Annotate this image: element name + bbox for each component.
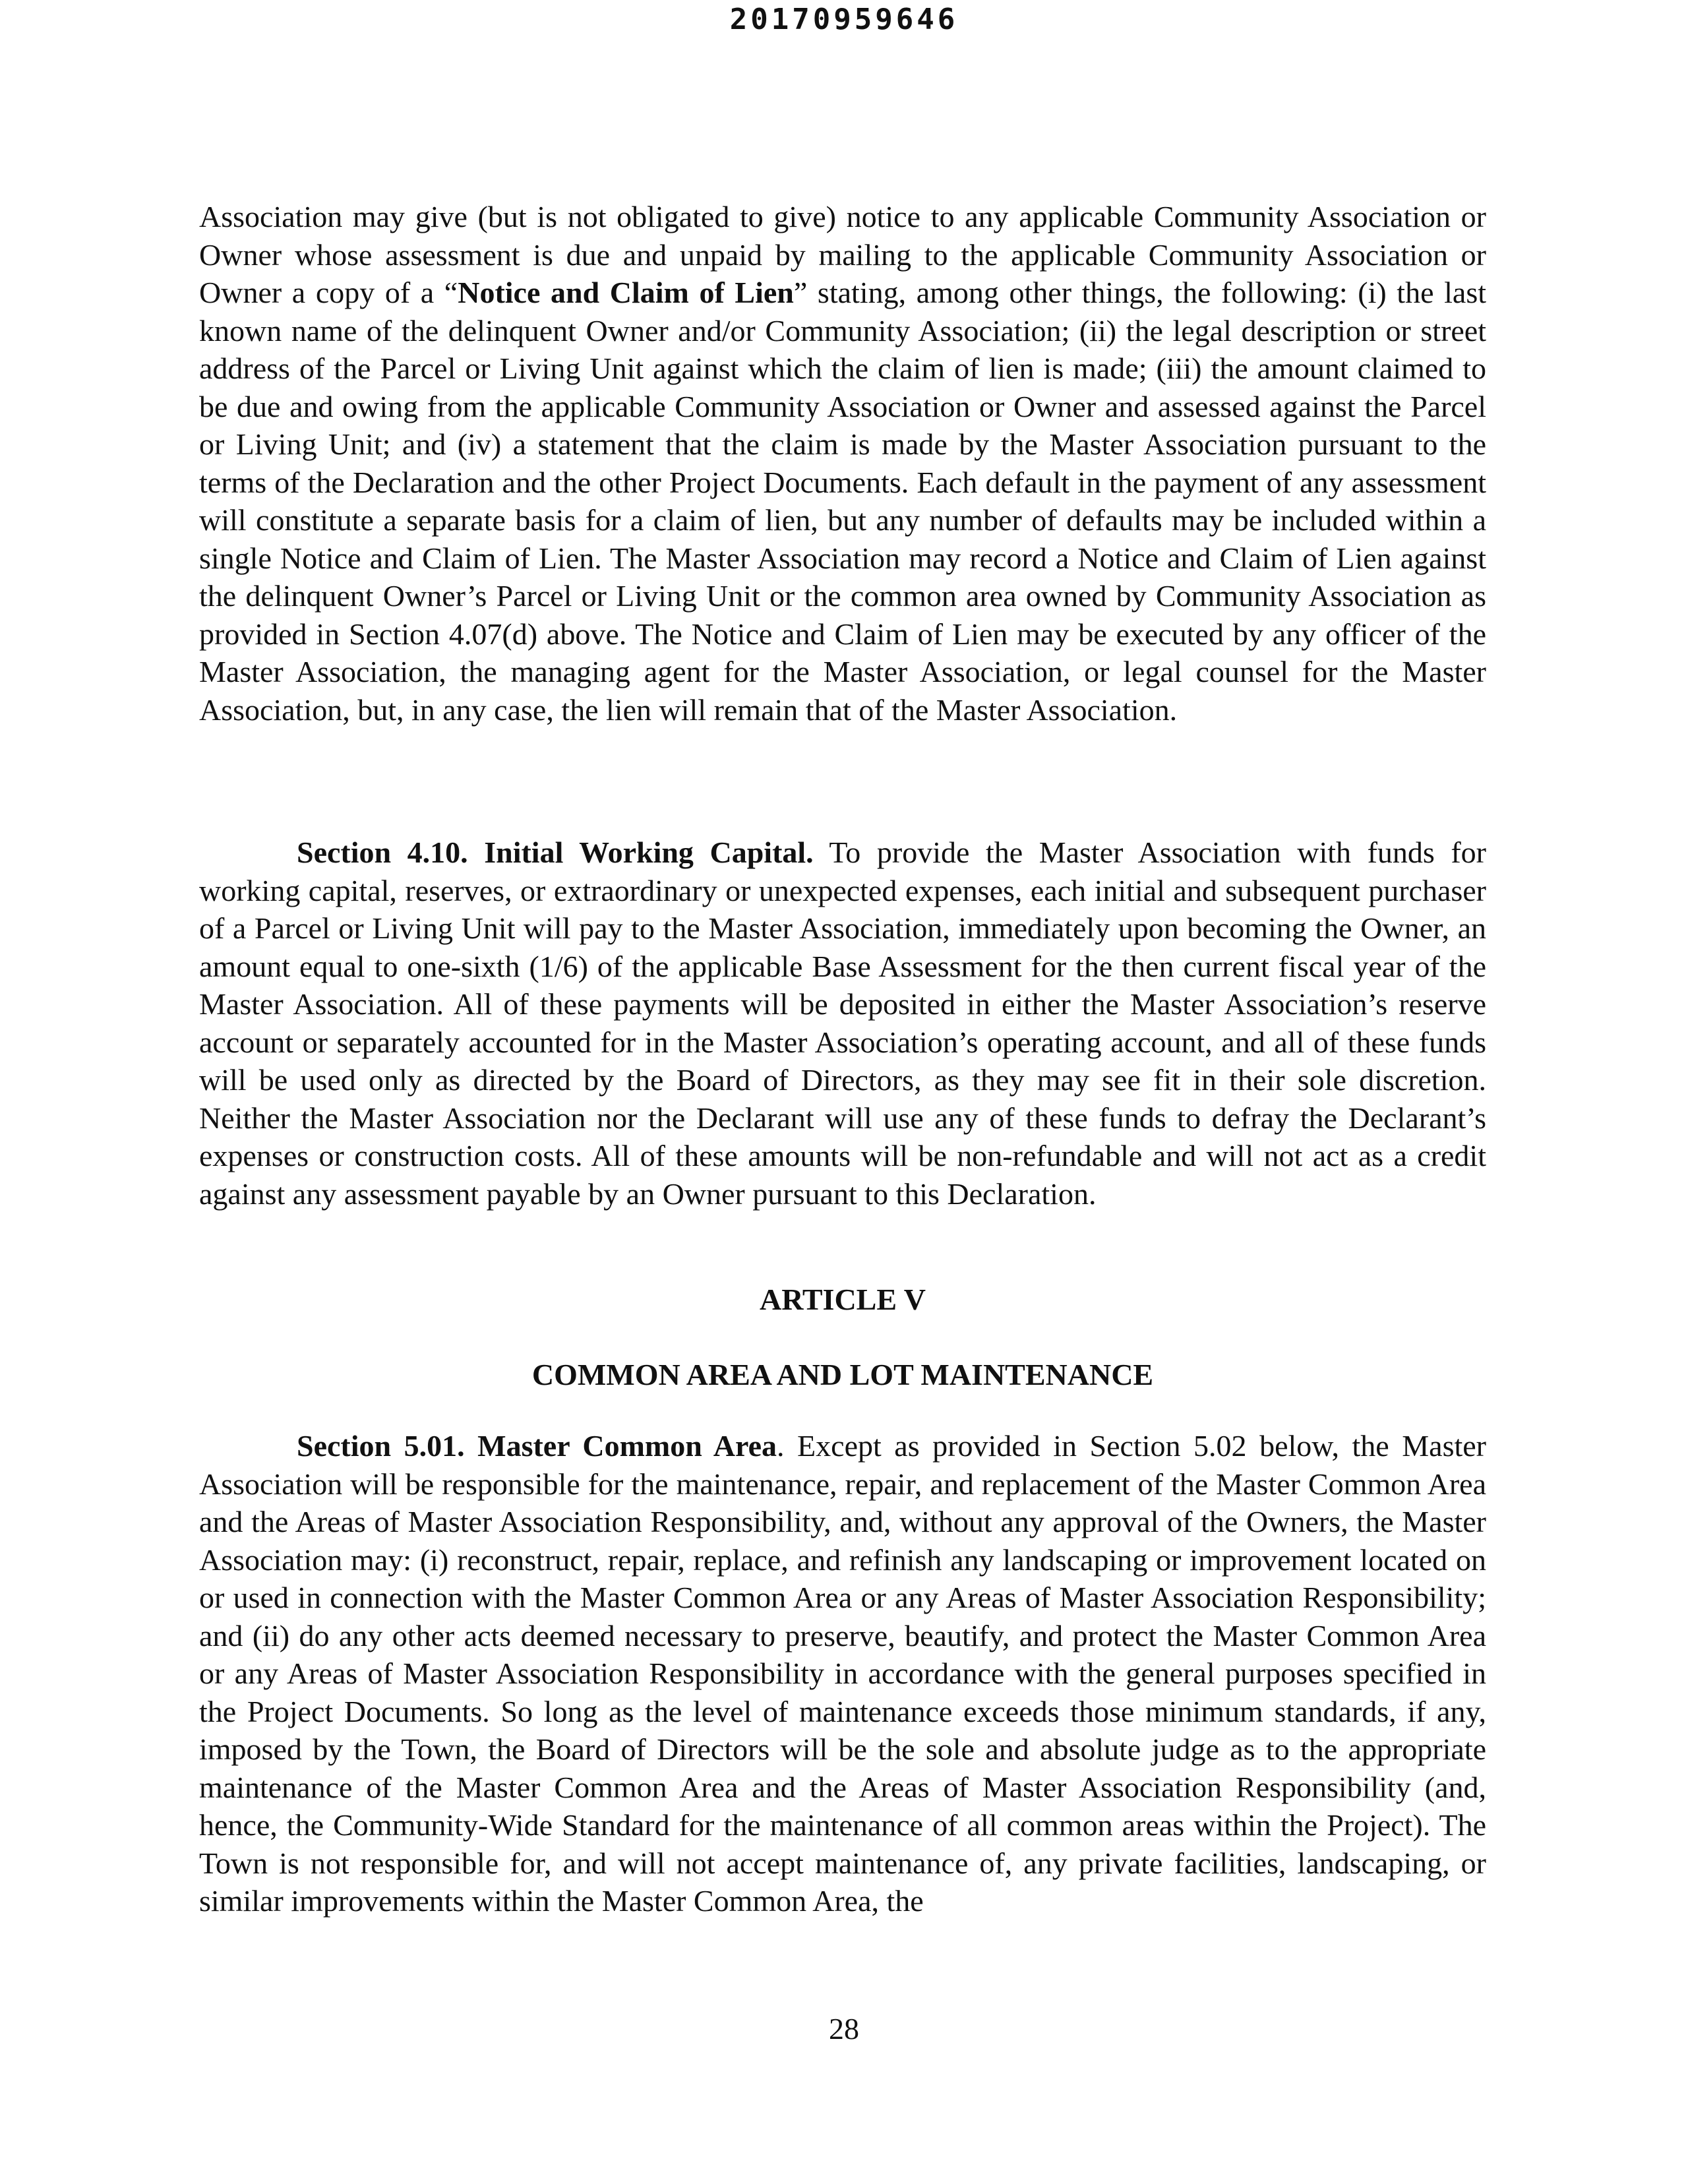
section-heading: Section 4.10. Initial Working Capital. — [297, 835, 814, 869]
section-5-01-paragraph — [199, 1427, 1486, 1920]
paragraph-lien-notice — [199, 198, 1486, 729]
section-text: . Except as provided in Section 5.02 below, the Master Association will be responsible for the maintenance, repair, and replacement of the Master Common Area and the Areas of Master Association Responsibility, and, without any approval of the Owners, the Master Association may: (i) reconstruct, repair, replace, and refinish any landscaping or improvement located on or used in connection with the Master Common Area or any Areas of Master Association Responsibility; and (ii) do any other acts deemed necessary to preserve, beautify, and protect the Master Common Area or any Areas of Master Association Responsibility in accordance with the general purposes specified in the Project Documents. So long as the level of maintenance exceeds those minimum standards, if any, imposed by the Town, the Board of Directors will be the sole and absolute judge as to the appropriate maintenance of the Master Common Area and the Areas of Master Association Responsibility (and, hence, the Community-Wide Standard for the maintenance of all common areas within the Project). The Town is not responsible for, and will not accept maintenance of, any private facilities, landscaping, or similar improvements within the Master Common Area, the — [199, 1429, 1486, 1918]
section-heading: Section 5.01. Master Common Area — [297, 1429, 777, 1463]
bold-term-notice-and-claim-of-lien: Notice and Claim of Lien — [458, 276, 794, 309]
paragraph-text: ” stating, among other things, the following: (i) the last known name of the delinquent Owner and/or Community Association; (ii) the legal description or street address of the Parcel or Living Unit against which the claim of lien is made; (iii) the amount claimed to be due and owing from the applicable Community Association or Owner and assessed against the Parcel or Living Unit; and (iv) a statement that the claim is made by the Master Association pursuant to the terms of the Declaration and the other Project Documents. Each default in the payment of any assessment will constitute a separate basis for a claim of lien, but any number of defaults may be included within a single Notice and Claim of Lien. The Master Association may record a Notice and Claim of Lien against the delinquent Owner’s Parcel or Living Unit or the common area owned by Community Association as provided in Section 4.07(d) above. The Notice and Claim of Lien may be executed by any officer of the Master Association, the managing agent for the Master Association, or legal counsel for the Master Association, but, in any case, the lien will remain that of the Master Association. — [199, 276, 1486, 727]
article-title: COMMON AREA AND LOT MAINTENANCE — [531, 1358, 1154, 1391]
document-number: 20170959646 — [729, 3, 959, 36]
article-number: ARTICLE V — [760, 1283, 926, 1316]
section-4-10-paragraph — [199, 834, 1486, 1213]
paragraph-text: Association may give (but is not obligated to give) notice to any applicable Community Association or Owner whose assessment is due and unpaid by mailing to the applicable Community Association or Owner a copy of a “ — [199, 200, 1486, 309]
section-text: To provide the Master Association with funds for working capital, reserves, or extraordinary or unexpected expenses, each initial and subsequent purchaser of a Parcel or Living Unit will pay to the Master Association, immediately upon becoming the Owner, an amount equal to one-sixth (1/6) of the applicable Base Assessment for the then current fiscal year of the Master Association. All of these payments will be deposited in either the Master Association’s reserve account or separately accounted for in the Master Association’s operating account, and all of these funds will be used only as directed by the Board of Directors, as they may see fit in their sole discretion. Neither the Master Association nor the Declarant will use any of these funds to defray the Declarant’s expenses or construction costs. All of these amounts will be non-refundable and will not act as a credit against any assessment payable by an Owner pursuant to this Declaration. — [199, 835, 1486, 1211]
page-number: 28 — [829, 2012, 859, 2046]
